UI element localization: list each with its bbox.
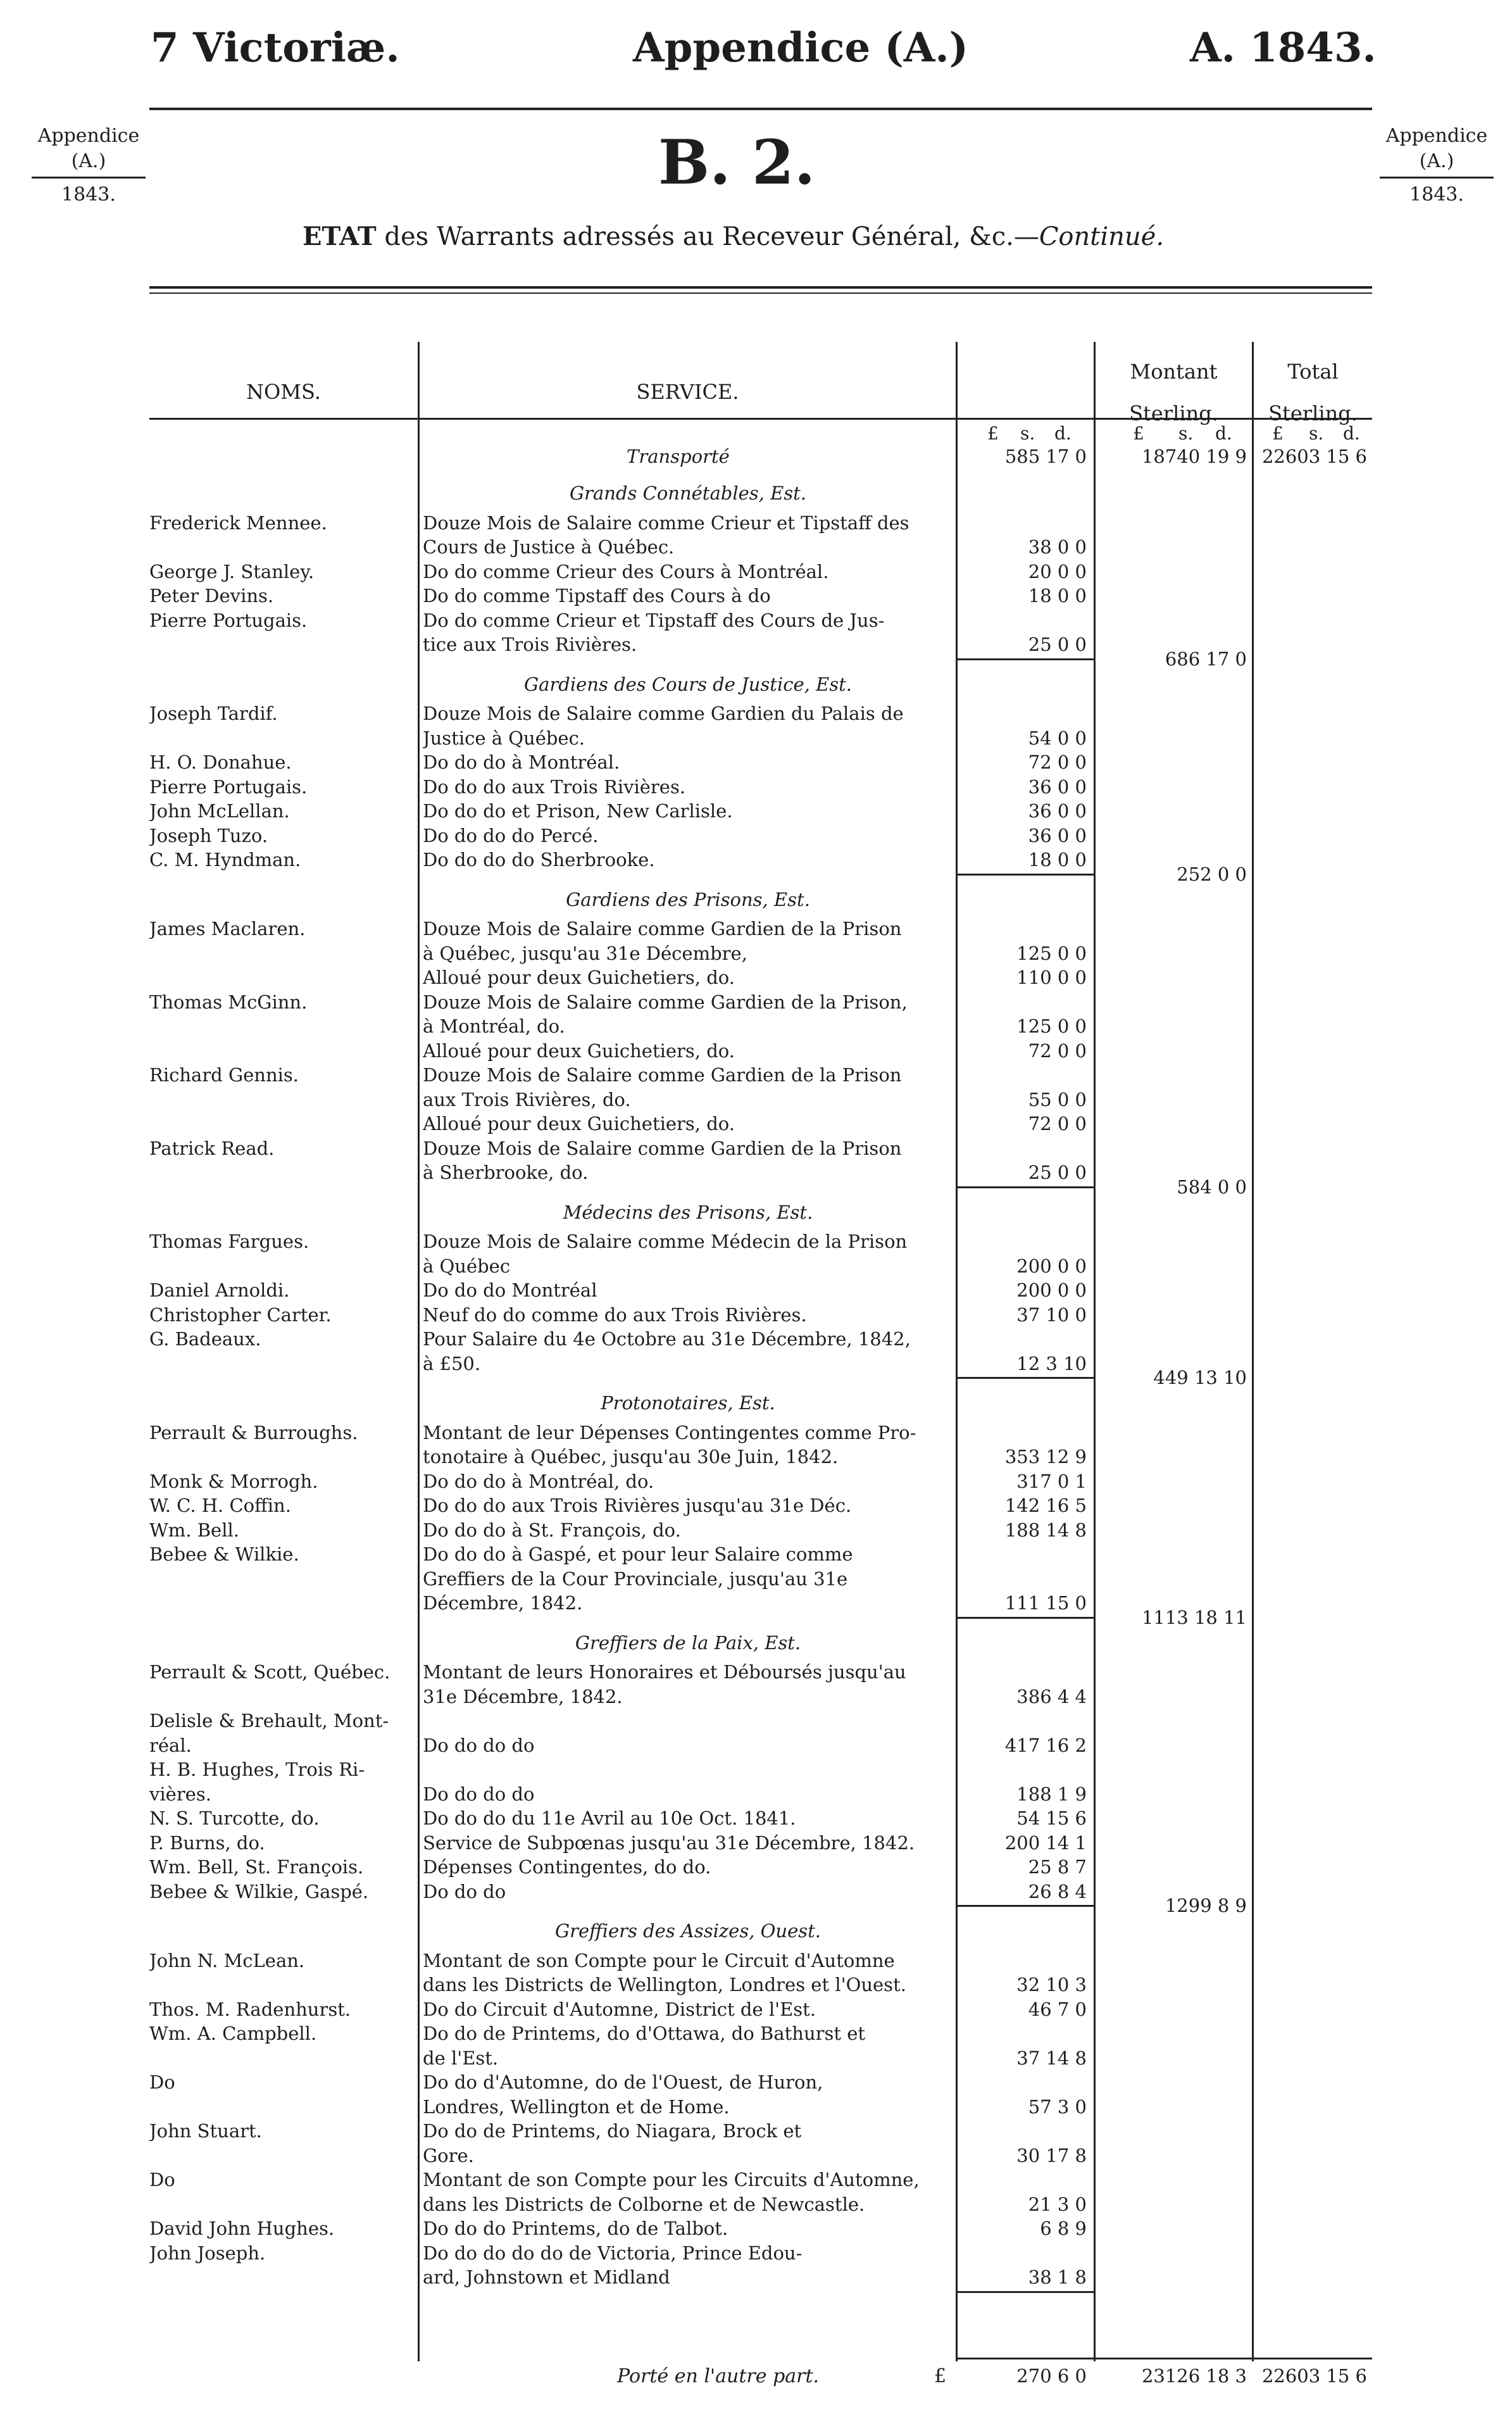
row-name: N. S. Turcotte, do. xyxy=(149,1807,320,1829)
row-service: Justice à Québec. xyxy=(423,727,585,749)
table-row xyxy=(0,632,1512,656)
table-row xyxy=(0,608,1512,632)
side-note-left-line3: 1843. xyxy=(61,184,116,206)
table-row xyxy=(0,1327,1512,1351)
row-name: Christopher Carter. xyxy=(149,1303,332,1326)
year-label: A. 1843. xyxy=(1190,24,1377,72)
carried-in-montant: 18740 19 9 xyxy=(1141,446,1247,467)
row-service: Neuf do do comme do aux Trois Rivières. xyxy=(423,1303,807,1326)
row-service: Do do Circuit d'Automne, District de l'Est. xyxy=(423,1998,816,2020)
section-subtotal-rule xyxy=(956,2291,1095,2293)
row-service: à £50. xyxy=(423,1352,481,1374)
title-text: des Warrants adressés au Receveur Général, &c.— xyxy=(384,222,1039,251)
row-amount: 188 1 9 xyxy=(1016,1783,1087,1805)
row-name: Thomas McGinn. xyxy=(149,991,308,1013)
table-row xyxy=(0,1063,1512,1087)
table-row xyxy=(0,2265,1512,2289)
header-rule xyxy=(149,108,1372,110)
unit-l-total: £ xyxy=(1272,423,1284,444)
table-row xyxy=(0,990,1512,1014)
row-service: Pour Salaire du 4e Octobre au 31e Décembre, 1842, xyxy=(423,1328,911,1350)
row-service: Dépenses Contingentes, do do. xyxy=(423,1856,711,1878)
table-row xyxy=(0,701,1512,726)
table-row xyxy=(0,1806,1512,1830)
row-service: Montant de leur Dépenses Contingentes comme Pro- xyxy=(423,1421,916,1443)
row-amount: 20 0 0 xyxy=(1028,560,1087,582)
table-row xyxy=(0,726,1512,750)
row-name: James Maclaren. xyxy=(149,918,306,939)
row-service: Do do do Printems, do de Talbot. xyxy=(423,2218,728,2239)
row-service: Douze Mois de Salaire comme Gardien de la Prison xyxy=(423,1064,902,1086)
row-name: Bebee & Wilkie. xyxy=(149,1543,299,1565)
row-service: Greffiers de la Cour Provinciale, jusqu'au 31e xyxy=(423,1567,848,1590)
table-top-rule xyxy=(149,286,1372,289)
row-amount: 200 14 1 xyxy=(1004,1831,1087,1854)
table-row xyxy=(0,2021,1512,2045)
row-service: Do do do aux Trois Rivières. xyxy=(423,776,686,798)
table-row xyxy=(0,1542,1512,1566)
table-row xyxy=(0,2119,1512,2143)
table-row xyxy=(0,584,1512,608)
side-note-left-rule xyxy=(32,177,146,179)
row-name: vières. xyxy=(149,1783,211,1805)
carried-out-amount: 270 6 0 xyxy=(1016,2365,1087,2387)
section-title: Greffiers de la Paix, Est. xyxy=(575,1631,801,1654)
column-header-names: NOMS. xyxy=(246,380,321,404)
row-amount: 25 8 7 xyxy=(1028,1856,1087,1878)
row-amount: 32 10 3 xyxy=(1016,1974,1087,1995)
section-subtotal: 686 17 0 xyxy=(1165,648,1247,670)
section-subtotal: 1113 18 11 xyxy=(1141,1606,1247,1628)
row-amount: 6 8 9 xyxy=(1040,2218,1087,2239)
row-name: H. O. Donahue. xyxy=(149,751,292,773)
row-service: Douze Mois de Salaire comme Gardien du Palais de xyxy=(423,703,904,724)
unit-d-total: d. xyxy=(1343,423,1360,444)
row-name: G. Badeaux. xyxy=(149,1328,261,1350)
row-amount: 25 0 0 xyxy=(1028,634,1087,655)
section-subtotal-rule xyxy=(956,1377,1095,1379)
side-note-right-line3: 1843. xyxy=(1409,184,1464,206)
row-amount: 38 0 0 xyxy=(1028,536,1087,558)
row-amount: 30 17 8 xyxy=(1016,2144,1087,2166)
carried-out-label: Porté en l'autre part. xyxy=(617,2365,820,2387)
unit-d-montant: d. xyxy=(1215,423,1232,444)
row-service: Service de Subpœnas jusqu'au 31e Décembre, 1842. xyxy=(423,1831,915,1854)
table-row xyxy=(0,1303,1512,1327)
unit-l-amount: £ xyxy=(987,423,999,444)
carried-in-amount: 585 17 0 xyxy=(1004,446,1087,467)
row-amount: 18 0 0 xyxy=(1028,585,1087,606)
row-service: ard, Johnstown et Midland xyxy=(423,2266,670,2288)
row-amount: 36 0 0 xyxy=(1028,824,1087,846)
row-service: à Québec xyxy=(423,1255,511,1277)
table-row xyxy=(0,1591,1512,1615)
unit-s-total: s. xyxy=(1309,423,1324,444)
document-title xyxy=(303,222,1164,251)
row-amount: 37 10 0 xyxy=(1016,1303,1087,1326)
side-note-right-line1: Appendice xyxy=(1385,125,1488,147)
row-amount: 125 0 0 xyxy=(1016,1015,1087,1037)
row-service: Douze Mois de Salaire comme Médecin de la Prison xyxy=(423,1231,908,1252)
row-service: Douze Mois de Salaire comme Gardien de la Prison, xyxy=(423,991,908,1013)
row-amount: 46 7 0 xyxy=(1028,1998,1087,2020)
title-prefix: ETAT xyxy=(303,222,377,251)
row-service: Alloué pour deux Guichetiers, do. xyxy=(423,1113,735,1134)
row-service: Do do do do do de Victoria, Prince Edou- xyxy=(423,2242,803,2264)
carried-in-label: Transporté xyxy=(627,446,730,467)
table-row xyxy=(0,1880,1512,1904)
row-service: Montant de son Compte pour le Circuit d'Automne xyxy=(423,1949,895,1971)
table-row xyxy=(0,1733,1512,1757)
row-amount: 25 0 0 xyxy=(1028,1162,1087,1183)
section-subtotal: 252 0 0 xyxy=(1177,863,1247,885)
row-service: à Sherbrooke, do. xyxy=(423,1162,589,1183)
table-row xyxy=(0,1445,1512,1469)
row-amount: 386 4 4 xyxy=(1016,1685,1087,1707)
row-name: Thos. M. Radenhurst. xyxy=(149,1998,351,2020)
title-suffix: Continué. xyxy=(1039,222,1165,251)
carried-in-total: 22603 15 6 xyxy=(1261,446,1367,467)
row-amount: 188 14 8 xyxy=(1004,1519,1087,1541)
row-service: Do do de Printems, do d'Ottawa, do Bathurst et xyxy=(423,2023,866,2044)
row-service: dans les Districts de Wellington, Londres et l'Ouest. xyxy=(423,1974,906,1995)
table-row xyxy=(0,1229,1512,1253)
section-subtotal-rule xyxy=(956,658,1095,660)
table-row xyxy=(0,1567,1512,1591)
section-title: Protonotaires, Est. xyxy=(601,1392,775,1414)
row-name: David John Hughes. xyxy=(149,2218,335,2239)
table-row xyxy=(0,917,1512,941)
row-amount: 18 0 0 xyxy=(1028,849,1087,870)
row-service: Montant de leurs Honoraires et Déboursés jusqu'au xyxy=(423,1661,906,1683)
section-subtotal: 1299 8 9 xyxy=(1165,1895,1247,1916)
table-row xyxy=(0,1855,1512,1879)
appendix-label: Appendice (A.) xyxy=(633,24,968,72)
row-service: dans les Districts de Colborne et de Newcastle. xyxy=(423,2193,865,2215)
row-amount: 72 0 0 xyxy=(1028,1113,1087,1134)
row-service: Do do do do Sherbrooke. xyxy=(423,849,655,870)
row-service: Do do do à Montréal. xyxy=(423,751,620,773)
section-title: Médecins des Prisons, Est. xyxy=(563,1201,813,1223)
side-note-left-line1: Appendice xyxy=(37,125,140,147)
row-service: Do do do et Prison, New Carlisle. xyxy=(423,800,733,822)
row-amount: 36 0 0 xyxy=(1028,800,1087,822)
table-row xyxy=(0,965,1512,989)
row-service: tice aux Trois Rivières. xyxy=(423,634,637,655)
row-service: Do do comme Crieur et Tipstaff des Cours de Jus- xyxy=(423,609,885,631)
row-name: Joseph Tardif. xyxy=(149,703,278,724)
row-name: P. Burns, do. xyxy=(149,1831,265,1854)
row-name: H. B. Hughes, Trois Ri- xyxy=(149,1759,365,1780)
table-row xyxy=(0,824,1512,848)
carried-out-top-rule xyxy=(956,2358,1372,2359)
row-amount: 353 12 9 xyxy=(1004,1446,1087,1467)
row-name: Pierre Portugais. xyxy=(149,776,308,798)
table-row xyxy=(0,1014,1512,1038)
column-header-total-2: Sterling. xyxy=(1268,401,1358,425)
row-amount: 72 0 0 xyxy=(1028,1040,1087,1062)
row-name: Daniel Arnoldi. xyxy=(149,1279,290,1301)
unit-l-montant: £ xyxy=(1133,423,1144,444)
table-row xyxy=(0,2046,1512,2070)
table-row xyxy=(0,2070,1512,2094)
row-service: Do do de Printems, do Niagara, Brock et xyxy=(423,2120,802,2142)
table-row xyxy=(0,1469,1512,1493)
table-row xyxy=(0,2192,1512,2216)
row-name: Do xyxy=(149,2071,175,2093)
section-subtotal-rule xyxy=(956,874,1095,876)
section-title: Gardiens des Prisons, Est. xyxy=(566,888,810,910)
column-header-total-1: Total xyxy=(1287,360,1339,384)
document-code: B. 2. xyxy=(658,127,816,198)
table-row xyxy=(0,848,1512,872)
table-row xyxy=(0,1136,1512,1160)
table-row xyxy=(0,1039,1512,1063)
row-service: Douze Mois de Salaire comme Gardien de la Prison xyxy=(423,918,902,939)
table-row xyxy=(0,2144,1512,2168)
side-note-right-rule xyxy=(1380,177,1494,179)
row-service: Londres, Wellington et de Home. xyxy=(423,2095,730,2118)
row-amount: 37 14 8 xyxy=(1016,2047,1087,2069)
row-name: Delisle & Brehault, Mont- xyxy=(149,1710,389,1731)
row-service: Do do do du 11e Avril au 10e Oct. 1841. xyxy=(423,1807,796,1829)
table-row xyxy=(0,511,1512,535)
table-row xyxy=(0,1421,1512,1445)
row-service: tonotaire à Québec, jusqu'au 30e Juin, 1842. xyxy=(423,1446,839,1467)
table-row xyxy=(0,560,1512,584)
table-row xyxy=(0,941,1512,965)
row-amount: 125 0 0 xyxy=(1016,942,1087,964)
row-name: John McLellan. xyxy=(149,800,290,822)
section-subtotal: 449 13 10 xyxy=(1153,1367,1247,1388)
row-service: Do do d'Automne, do de l'Ouest, de Huron, xyxy=(423,2071,823,2093)
row-amount: 417 16 2 xyxy=(1004,1734,1087,1756)
table-row xyxy=(0,1949,1512,1973)
row-name: Peter Devins. xyxy=(149,585,274,606)
table-top-rule-thin xyxy=(149,292,1372,294)
table-row xyxy=(0,1160,1512,1184)
table-row xyxy=(0,1278,1512,1302)
row-name: Frederick Mennee. xyxy=(149,512,327,534)
row-amount: 36 0 0 xyxy=(1028,776,1087,798)
table-row xyxy=(0,535,1512,559)
row-service: Do do do à Montréal, do. xyxy=(423,1470,654,1492)
row-service: Do do do aux Trois Rivières jusqu'au 31e Déc. xyxy=(423,1495,852,1516)
unit-d-amount: d. xyxy=(1054,423,1072,444)
row-service: Douze Mois de Salaire comme Crieur et Tipstaff des xyxy=(423,512,909,534)
row-service: Gore. xyxy=(423,2144,474,2166)
row-name: Perrault & Scott, Québec. xyxy=(149,1661,390,1683)
row-name: Perrault & Burroughs. xyxy=(149,1421,358,1443)
row-amount: 12 3 10 xyxy=(1016,1352,1087,1374)
row-service: Do do do do xyxy=(423,1734,535,1756)
section-title: Gardiens des Cours de Justice, Est. xyxy=(523,673,853,695)
row-name: Wm. A. Campbell. xyxy=(149,2023,317,2044)
side-note-left xyxy=(25,123,152,208)
table-row xyxy=(0,1831,1512,1855)
row-service: Do do comme Tipstaff des Cours à do xyxy=(423,585,771,606)
row-service: à Québec, jusqu'au 31e Décembre, xyxy=(423,942,747,964)
row-name: John Stuart. xyxy=(149,2120,262,2142)
table-row xyxy=(0,775,1512,799)
table-row xyxy=(0,1493,1512,1517)
table-row xyxy=(0,1709,1512,1733)
row-name: W. C. H. Coffin. xyxy=(149,1495,291,1516)
row-name: Thomas Fargues. xyxy=(149,1231,309,1252)
table-row xyxy=(0,1685,1512,1709)
row-service: Alloué pour deux Guichetiers, do. xyxy=(423,967,735,988)
row-amount: 200 0 0 xyxy=(1016,1255,1087,1277)
row-service: Do do do xyxy=(423,1880,506,1902)
row-name: George J. Stanley. xyxy=(149,560,315,582)
table-row xyxy=(0,1782,1512,1806)
row-amount: 200 0 0 xyxy=(1016,1279,1087,1301)
row-name: John Joseph. xyxy=(149,2242,266,2264)
row-amount: 54 15 6 xyxy=(1016,1807,1087,1829)
table-row xyxy=(0,1352,1512,1376)
row-service: Do do comme Crieur des Cours à Montréal. xyxy=(423,560,829,582)
row-service: Do do do à St. François, do. xyxy=(423,1519,681,1541)
row-name: réal. xyxy=(149,1734,192,1756)
row-amount: 26 8 4 xyxy=(1028,1880,1087,1902)
row-amount: 72 0 0 xyxy=(1028,751,1087,773)
unit-s-montant: s. xyxy=(1178,423,1194,444)
table-row xyxy=(0,1088,1512,1112)
row-service: Do do do do xyxy=(423,1783,535,1805)
row-service: Do do do à Gaspé, et pour leur Salaire comme xyxy=(423,1543,853,1565)
section-subtotal-rule xyxy=(956,1186,1095,1188)
row-amount: 57 3 0 xyxy=(1028,2095,1087,2118)
section-subtotal-rule xyxy=(956,1905,1095,1907)
unit-s-amount: s. xyxy=(1020,423,1035,444)
row-service: aux Trois Rivières, do. xyxy=(423,1088,631,1110)
row-name: Pierre Portugais. xyxy=(149,609,308,631)
column-header-montant-1: Montant xyxy=(1130,360,1218,384)
carried-out-total: 22603 15 6 xyxy=(1261,2365,1367,2387)
column-header-montant-2: Sterling. xyxy=(1129,401,1218,425)
row-amount: 54 0 0 xyxy=(1028,727,1087,749)
row-name: Do xyxy=(149,2169,175,2190)
row-name: Bebee & Wilkie, Gaspé. xyxy=(149,1880,369,1902)
side-note-right xyxy=(1373,123,1500,208)
row-amount: 21 3 0 xyxy=(1028,2193,1087,2215)
row-name: Monk & Morrogh. xyxy=(149,1470,318,1492)
table-row xyxy=(0,1973,1512,1997)
section-title: Grands Connétables, Est. xyxy=(569,482,806,504)
row-service: Décembre, 1842. xyxy=(423,1592,583,1614)
row-amount: 110 0 0 xyxy=(1016,967,1087,988)
table-row xyxy=(0,1660,1512,1684)
column-header-service: SERVICE. xyxy=(636,380,739,404)
carried-out-currency: £ xyxy=(934,2365,947,2387)
section-subtotal: 584 0 0 xyxy=(1177,1176,1247,1198)
section-subtotal-rule xyxy=(956,1617,1095,1619)
side-note-right-line2: (A.) xyxy=(1419,150,1454,172)
table-row xyxy=(0,1112,1512,1136)
session-label: 7 Victoriæ. xyxy=(151,24,400,72)
row-service: à Montréal, do. xyxy=(423,1015,565,1037)
row-amount: 317 0 1 xyxy=(1016,1470,1087,1492)
row-name: Wm. Bell. xyxy=(149,1519,239,1541)
row-name: C. M. Hyndman. xyxy=(149,849,301,870)
side-note-left-line2: (A.) xyxy=(71,150,106,172)
row-service: 31e Décembre, 1842. xyxy=(423,1685,623,1707)
row-service: Alloué pour deux Guichetiers, do. xyxy=(423,1040,735,1062)
table-row xyxy=(0,1757,1512,1781)
table-row xyxy=(0,2216,1512,2240)
table-row xyxy=(0,1518,1512,1542)
section-title: Greffiers des Assizes, Ouest. xyxy=(554,1920,822,1942)
row-service: de l'Est. xyxy=(423,2047,499,2069)
row-service: Montant de son Compte pour les Circuits d'Automne, xyxy=(423,2169,920,2190)
carried-out-montant: 23126 18 3 xyxy=(1141,2365,1247,2387)
table-row xyxy=(0,750,1512,774)
row-name: John N. McLean. xyxy=(149,1949,305,1971)
row-amount: 55 0 0 xyxy=(1028,1088,1087,1110)
table-row xyxy=(0,2168,1512,2192)
table-row xyxy=(0,2241,1512,2265)
row-amount: 111 15 0 xyxy=(1004,1592,1087,1614)
row-name: Joseph Tuzo. xyxy=(149,824,268,846)
row-amount: 142 16 5 xyxy=(1004,1495,1087,1516)
table-row xyxy=(0,799,1512,823)
table-row xyxy=(0,1997,1512,2021)
row-name: Wm. Bell, St. François. xyxy=(149,1856,364,1878)
table-row xyxy=(0,2095,1512,2119)
row-service: Douze Mois de Salaire comme Gardien de la Prison xyxy=(423,1137,902,1159)
row-service: Cours de Justice à Québec. xyxy=(423,536,675,558)
row-name: Patrick Read. xyxy=(149,1137,275,1159)
row-amount: 38 1 8 xyxy=(1028,2266,1087,2288)
row-name: Richard Gennis. xyxy=(149,1064,299,1086)
row-service: Do do do Montréal xyxy=(423,1279,597,1301)
table-row xyxy=(0,1254,1512,1278)
row-service: Do do do do Percé. xyxy=(423,824,599,846)
